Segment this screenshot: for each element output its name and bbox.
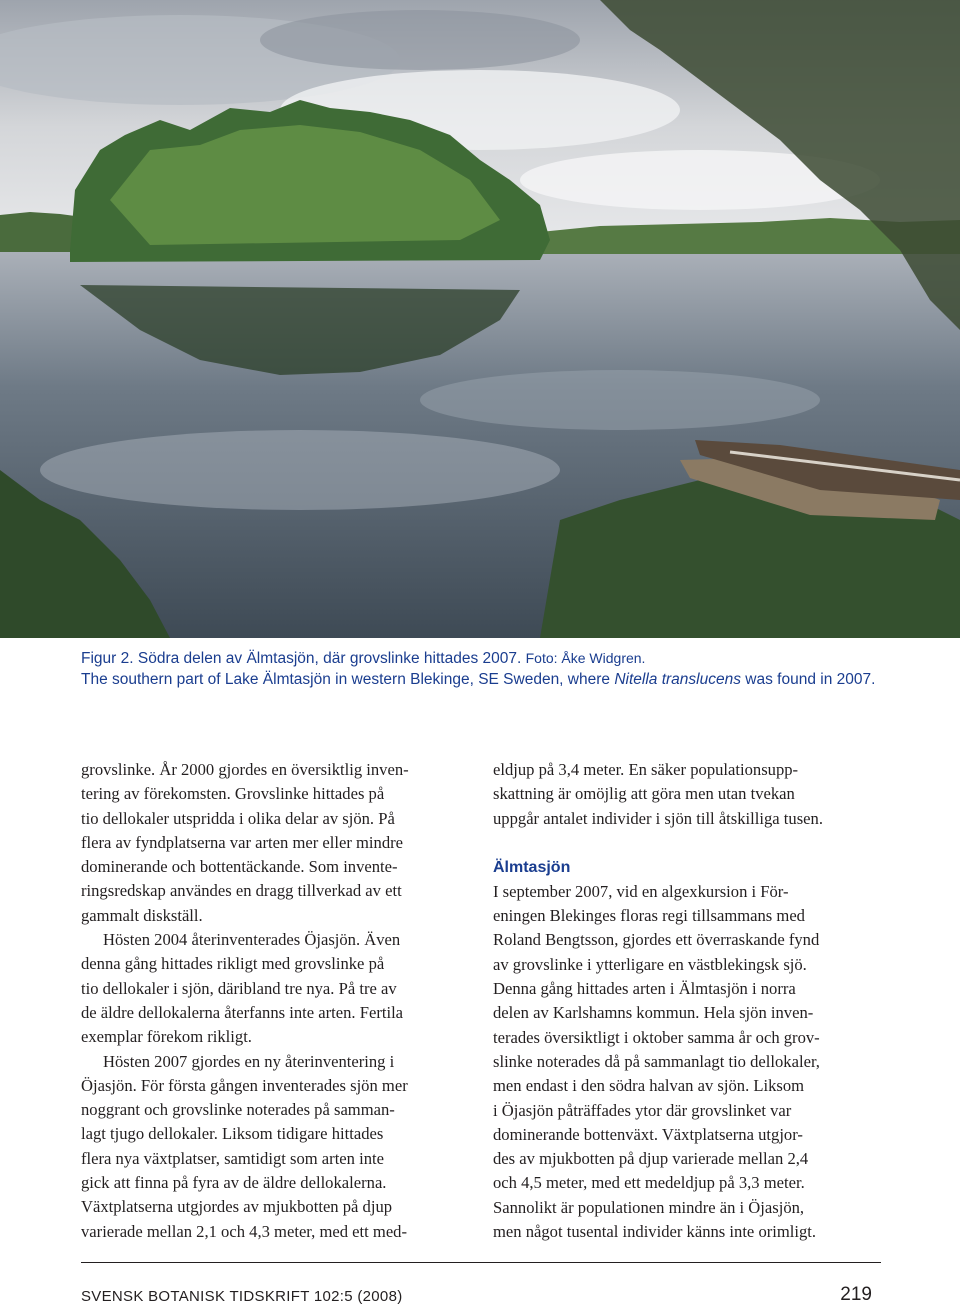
caption-english-end: was found in 2007. [745,671,876,688]
text-line: och 4,5 meter, med ett medeldjup på 3,3 meter. [493,1173,805,1193]
text-line: men något tusental individer känns inte orimligt. [493,1222,817,1242]
text-line: gammalt diskställ. [81,905,203,925]
text-line: I september 2007, vid en algexkursion i För- [493,881,789,901]
cloud [260,10,580,70]
text-line: skattning är omöjlig att göra men utan tvekan [493,784,795,804]
text-line: grovslinke. År 2000 gjordes en översiktlig inven- [81,760,409,779]
footer-rule [81,1262,881,1263]
figure-label: Figur 2. [81,650,134,667]
cloud-reflection [40,430,560,510]
text-line: terades översiktligt i oktober samma år och grov- [493,1027,820,1047]
lake-photograph [0,0,960,638]
text-line: tering av förekomsten. Grovslinke hittades på [81,784,385,804]
text-line: i Öjasjön påträffades ytor där grovslinket var [493,1100,792,1120]
lake-photo-illustration [0,0,960,638]
right-column-paragraph [493,758,883,831]
cloud-reflection [420,370,820,430]
text-line: delen av Karlshamns kommun. Hela sjön inven- [493,1003,814,1023]
text-line: gick att finna på fyra av de äldre dellokalerna. [81,1173,387,1193]
text-line: varierade mellan 2,1 och 4,3 meter, med ett med- [81,1221,408,1241]
text-line: des av mjukbotten på djup varierade mellan 2,4 [493,1149,809,1169]
text-line: Hösten 2007 gjordes en ny återinventering i [103,1051,395,1071]
text-line: denna gång hittades rikligt med grovslinke på [81,954,385,974]
text-line: tio dellokaler utspridda i olika delar av sjön. På [81,808,395,828]
text-line: exemplar förekom rikligt. [81,1027,252,1047]
text-line: noggrant och grovslinke noterades på samman- [81,1100,395,1120]
text-line: eningen Blekinges floras regi tillsammans med [493,906,805,926]
text-line: Hösten 2004 återinventerades Öjasjön. Även [103,930,401,950]
text-line: Roland Bengtsson, gjordes ett överraskande fynd [493,930,820,950]
text-line: Växtplatserna utgjordes av mjukbotten på djup [81,1197,393,1217]
text-line: Öjasjön. För första gången inventerades sjön mer [81,1075,408,1095]
species-name: Nitella translucens [614,671,741,688]
section-heading: Älmtasjön [493,858,571,876]
left-text-column [81,758,471,1244]
text-line: dominerande bottenväxt. Växtplatserna utgjor- [493,1124,803,1144]
text-line: uppgår antalet individer i sjön till åtskilliga tusen. [493,808,823,828]
page-number: 219 [840,1284,872,1305]
text-line: de äldre dellokalerna återfanns inte arten. Fertila [81,1002,404,1022]
text-line: eldjup på 3,4 meter. En säker populationsupp- [493,760,799,779]
journal-name: SVENSK BOTANISK TIDSKRIFT 102:5 (2008) [81,1288,403,1305]
text-line: flera nya växtplatser, samtidigt som arten inte [81,1148,384,1168]
text-line: ringsredskap användes en dragg tillverkad av ett [81,881,402,901]
text-line: lagt tjugo dellokaler. Liksom tidigare hittades [81,1124,384,1144]
caption-swedish: Södra delen av Älmtasjön, där grovslinke hittades 2007. [137,650,522,667]
figure-caption [81,648,881,690]
text-line: flera av fyndplatserna var arten mer eller mindre [81,832,404,852]
text-line: dominerande och bottentäckande. Som invente- [81,857,398,877]
text-line: Sannolikt är populationen mindre än i Öjasjön, [493,1197,805,1217]
text-line: slinke noterades då på sammanlagt tio dellokaler, [493,1051,820,1071]
right-column-section-body [493,880,883,1244]
photo-credit: Foto: Åke Widgren. [525,650,646,666]
text-line: tio dellokaler i sjön, däribland tre nya. På tre av [81,978,397,998]
right-text-column [493,758,883,1244]
caption-english: The southern part of Lake Älmtasjön in western Blekinge, SE Sweden, where [81,671,611,688]
text-line: Denna gång hittades arten i Älmtasjön i norra [493,979,796,999]
text-line: men endast i den södra halvan av sjön. Liksom [493,1076,805,1096]
text-line: av grovslinke i ytterligare en västblekingsk sjö. [493,954,807,974]
